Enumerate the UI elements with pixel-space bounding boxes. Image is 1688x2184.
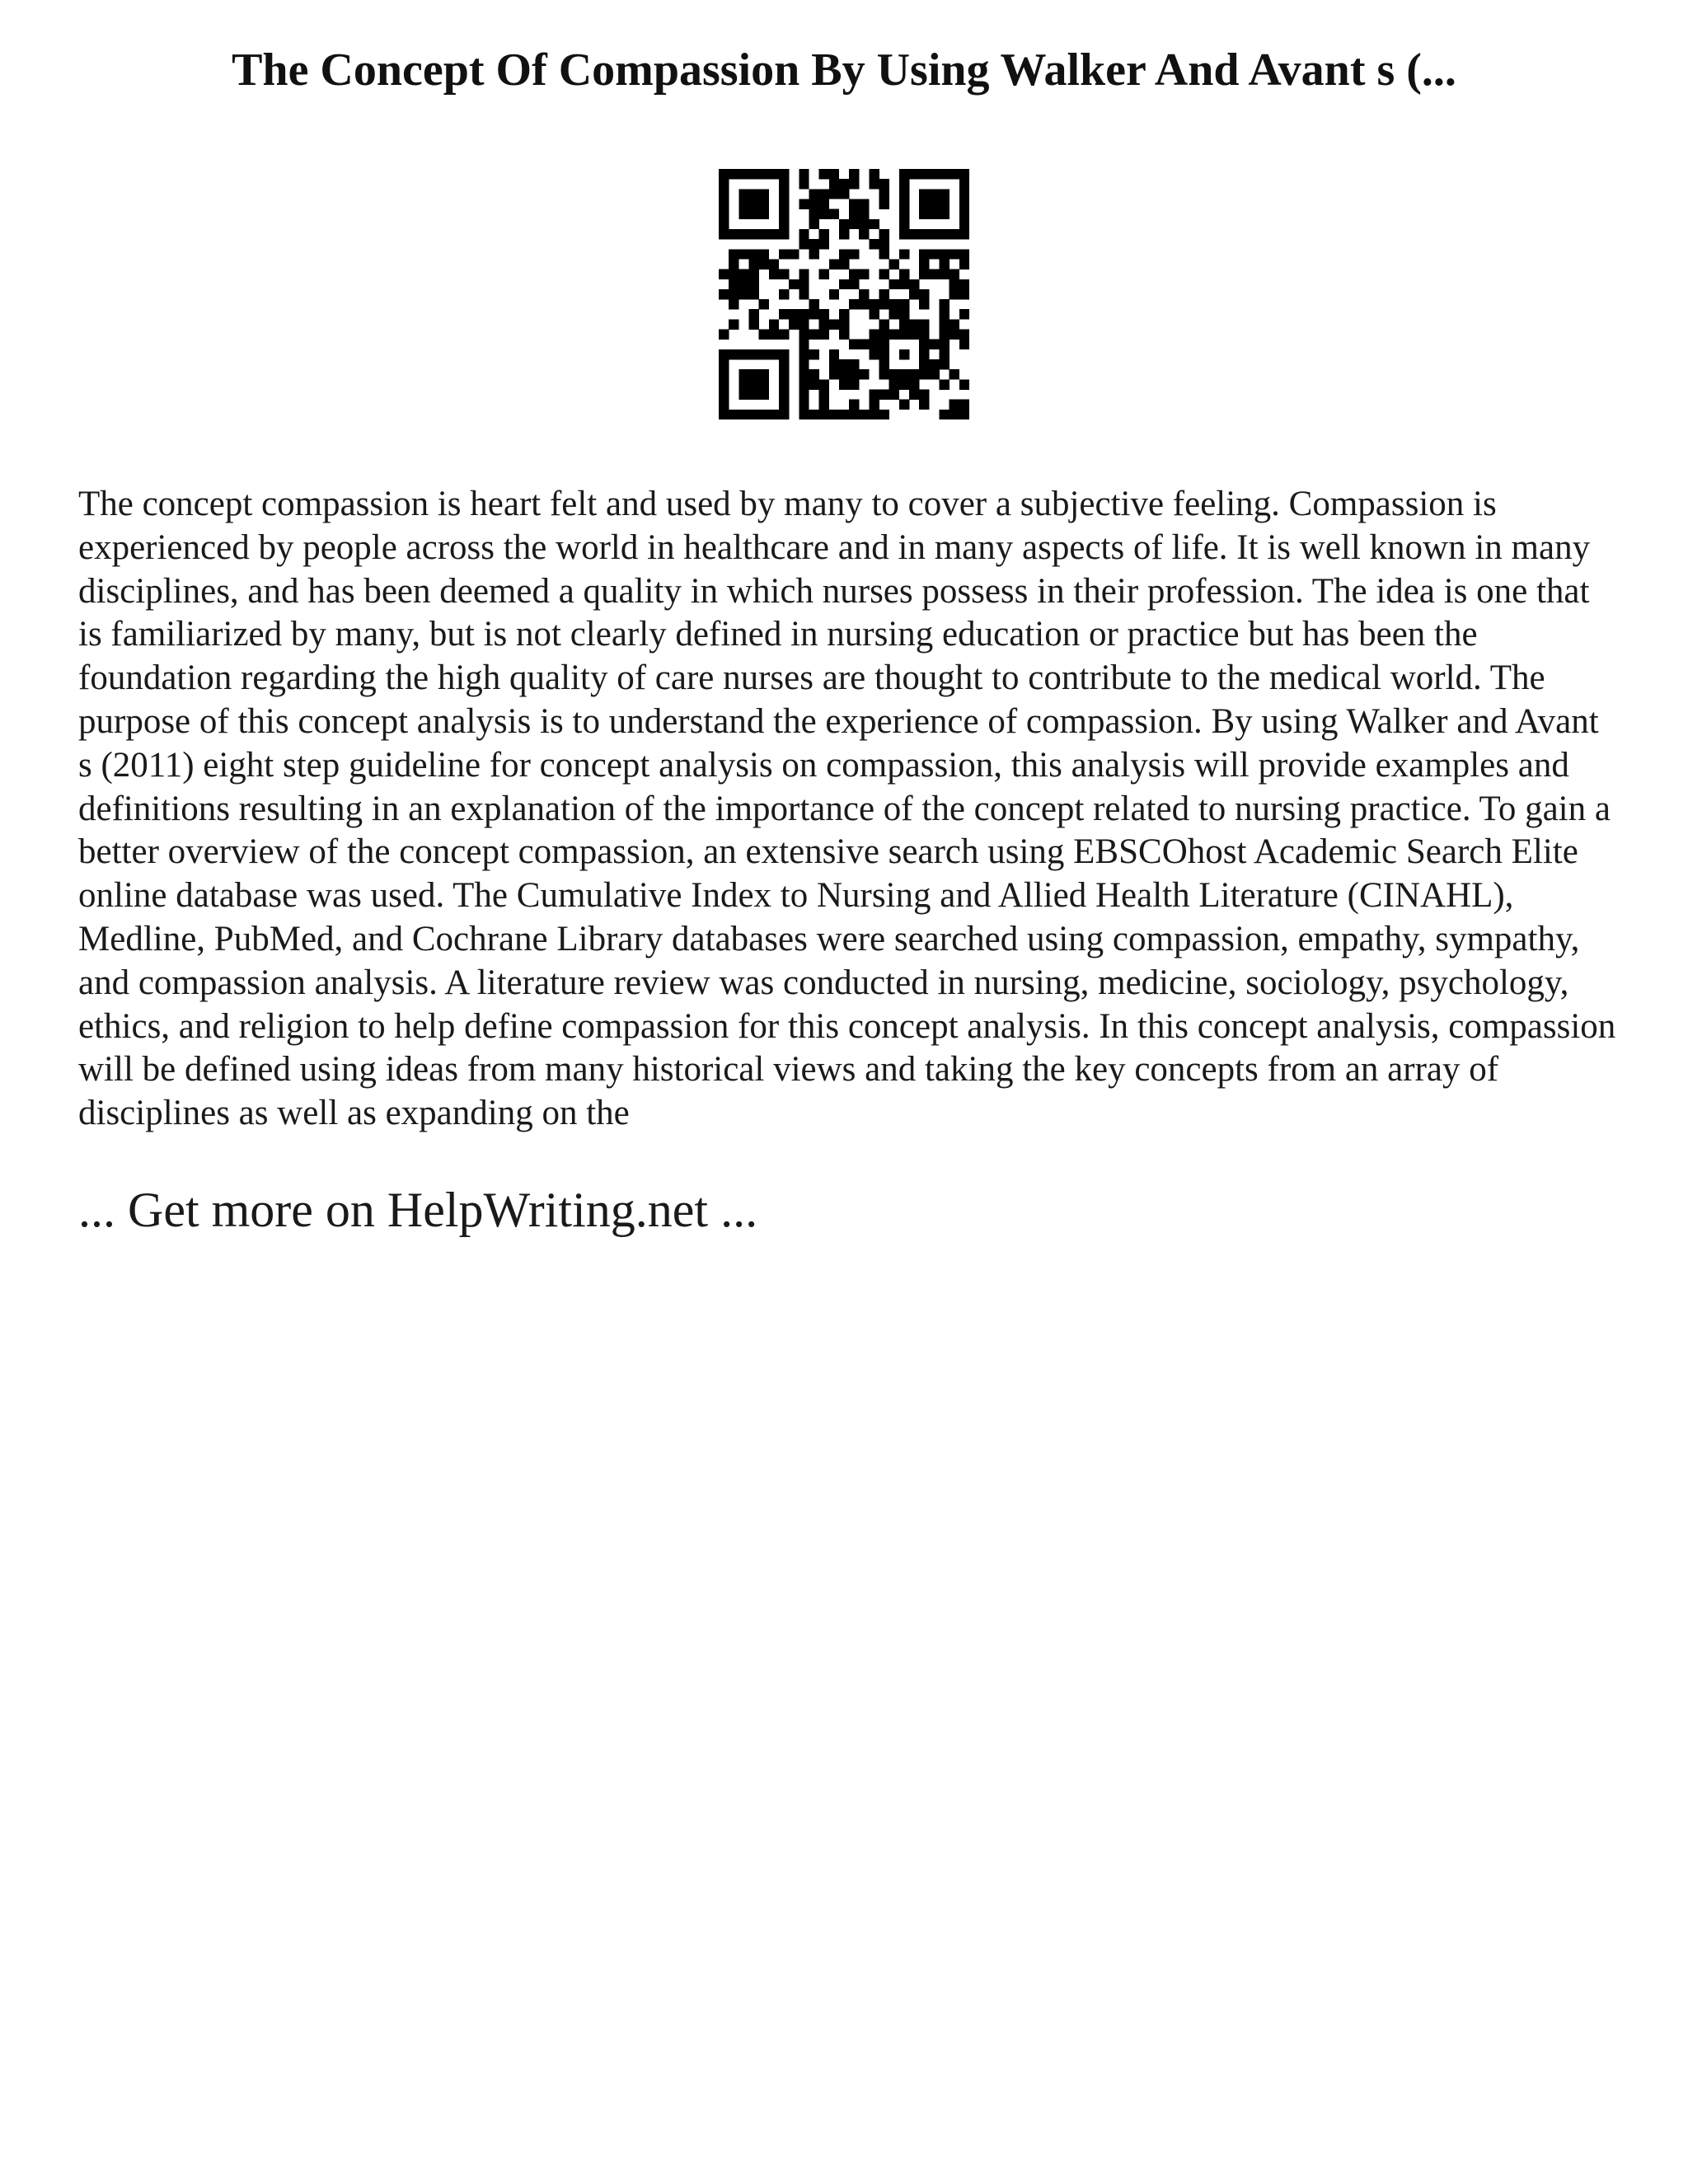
qr-code-icon [719,169,969,419]
get-more-link[interactable]: ... Get more on HelpWriting.net ... [78,1183,758,1237]
body-paragraph: The concept compassion is heart felt and used by many to cover a subjective feeling. Compassion is experienced by people across the world in healthcare and in many aspects of life. It is well known in many disciplines, and has been deemed a quality in which nurses possess in their profession. The idea is one that is familiarized by many, but is not clearly defined in nursing education or practice but has been the foundation regarding the high quality of care nurses are thought to contribute to the medical world. The purpose of this concept analysis is to understand the experience of compassion. By using Walker and Avant s (2011) eight step guideline for concept analysis on compassion, this analysis will provide examples and definitions resulting in an explanation of the importance of the concept related to nursing practice. To gain a better overview of the concept compassion, an extensive search using EBSCOhost Academic Search Elite online database was used. The Cumulative Index to Nursing and Allied Health Literature (CINAHL), Medline, PubMed, and Cochrane Library databases were searched using compassion, empathy, sympathy, and compassion analysis. A literature review was conducted in nursing, medicine, sociology, psychology, ethics, and religion to help define compassion for this concept analysis. In this concept analysis, compassion will be defined using ideas from many historical views and taking the key concepts from an array of disciplines as well as expanding on the [78,485,1616,1133]
qr-code-graphic [719,169,969,419]
document-title: The Concept Of Compassion By Using Walker And Avant s (... [232,45,1456,96]
